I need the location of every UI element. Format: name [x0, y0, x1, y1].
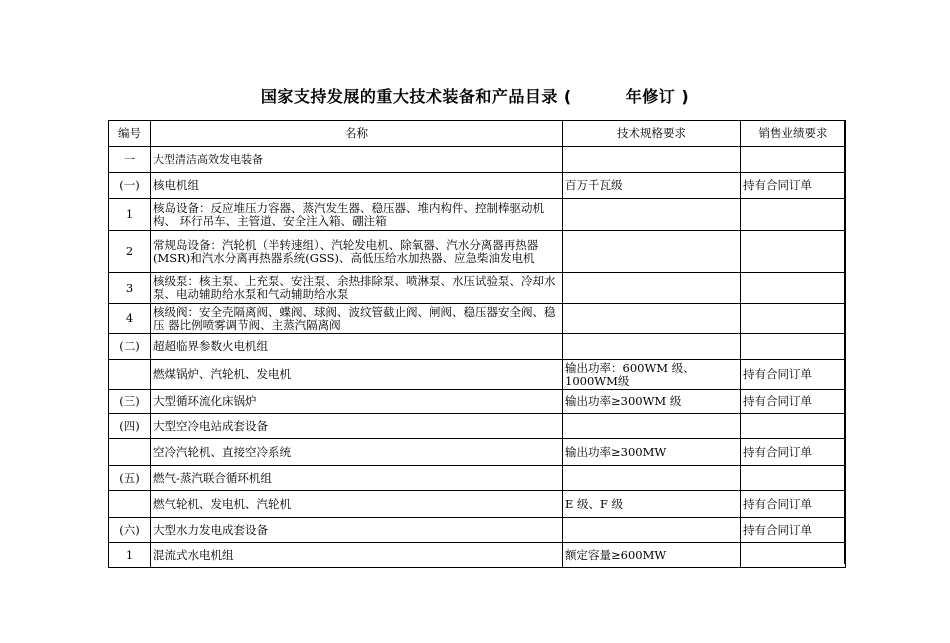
equipment-table [108, 120, 846, 568]
row-sales [741, 543, 846, 568]
table-row [109, 273, 846, 304]
row-name: 混流式水电机组 [151, 543, 563, 568]
row-number: 1 [109, 199, 151, 231]
header-sales: 销售业绩要求 [741, 121, 846, 147]
row-number: (五) [109, 466, 151, 491]
page-title [0, 84, 950, 107]
row-number: 4 [109, 304, 151, 334]
row-name: 大型空冷电站成套设备 [151, 414, 563, 439]
table-row [109, 543, 846, 568]
row-spec [563, 518, 741, 543]
row-name: 超超临界参数火电机组 [151, 334, 563, 360]
table-row [109, 518, 846, 543]
row-sales: 持有合同订单 [741, 173, 846, 199]
row-sales [741, 466, 846, 491]
table-row [109, 173, 846, 199]
row-spec [563, 334, 741, 360]
row-number [109, 360, 151, 390]
title-prefix: 国家支持发展的重大技术装备和产品目录 ( [260, 87, 572, 106]
row-spec [563, 273, 741, 304]
row-sales: 持有合同订单 [741, 518, 846, 543]
row-sales [741, 304, 846, 334]
row-number [109, 491, 151, 518]
table-row [109, 304, 846, 334]
row-sales [741, 334, 846, 360]
row-number: 2 [109, 231, 151, 273]
row-spec: E 级、F 级 [563, 491, 741, 518]
table-row [109, 466, 846, 491]
row-number: 3 [109, 273, 151, 304]
title-suffix: 年修订 ) [625, 87, 690, 106]
row-number: (三) [109, 390, 151, 414]
row-sales: 持有合同订单 [741, 390, 846, 414]
row-name: 燃气轮机、发电机、汽轮机 [151, 491, 563, 518]
row-name: 燃煤锅炉、汽轮机、发电机 [151, 360, 563, 390]
row-number: 一 [109, 147, 151, 173]
table-row [109, 334, 846, 360]
row-number [109, 439, 151, 466]
header-name: 名称 [151, 121, 563, 147]
row-sales [741, 414, 846, 439]
row-spec: 额定容量≥600MW [563, 543, 741, 568]
table-row [109, 439, 846, 466]
row-spec: 百万千瓦级 [563, 173, 741, 199]
row-name: 大型循环流化床锅炉 [151, 390, 563, 414]
row-name: 燃气-蒸汽联合循环机组 [151, 466, 563, 491]
row-spec [563, 304, 741, 334]
row-sales: 持有合同订单 [741, 439, 846, 466]
table-row [109, 231, 846, 273]
row-spec [563, 231, 741, 273]
row-name: 核级阀：安全壳隔离阀、蝶阀、球阀、波纹管截止阀、闸阀、稳压器安全阀、稳压 器比例喷雾调节阀、主蒸汽隔离阀 [151, 304, 563, 334]
table-row [109, 390, 846, 414]
row-spec [563, 466, 741, 491]
row-number: (六) [109, 518, 151, 543]
row-number: (二) [109, 334, 151, 360]
row-name: 大型清洁高效发电装备 [151, 147, 563, 173]
table-row [109, 147, 846, 173]
header-row [109, 121, 846, 147]
row-number: 1 [109, 543, 151, 568]
table-row [109, 491, 846, 518]
row-spec: 输出功率：600WM 级、1000WM级 [563, 360, 741, 390]
row-sales [741, 273, 846, 304]
row-spec [563, 414, 741, 439]
row-name: 核电机组 [151, 173, 563, 199]
row-spec [563, 199, 741, 231]
table-row [109, 199, 846, 231]
row-sales [741, 199, 846, 231]
table-row [109, 360, 846, 390]
table-right-edge [844, 120, 846, 564]
row-sales [741, 231, 846, 273]
row-spec: 输出功率≥300WM 级 [563, 390, 741, 414]
row-name: 大型水力发电成套设备 [151, 518, 563, 543]
row-name: 核级泵：核主泵、上充泵、安注泵、余热排除泵、喷淋泵、水压试验泵、冷却水泵、电动辅助给水泵和气动辅助给水泵 [151, 273, 563, 304]
row-number: (四) [109, 414, 151, 439]
header-number: 编号 [109, 121, 151, 147]
row-spec: 输出功率≥300MW [563, 439, 741, 466]
header-spec: 技术规格要求 [563, 121, 741, 147]
row-name: 核岛设备：反应堆压力容器、蒸汽发生器、稳压器、堆内构件、控制棒驱动机构、 环行吊车、主管道、安全注入箱、硼注箱 [151, 199, 563, 231]
row-sales [741, 147, 846, 173]
row-sales: 持有合同订单 [741, 491, 846, 518]
row-name: 常规岛设备：汽轮机（半转速组）、汽轮发电机、除氧器、汽水分离器再热器 (MSR)和汽水分离再热器系统(GSS)、高低压给水加热器、应急柴油发电机 [151, 231, 563, 273]
table-row [109, 414, 846, 439]
row-spec [563, 147, 741, 173]
row-number: (一) [109, 173, 151, 199]
row-name: 空冷汽轮机、直接空冷系统 [151, 439, 563, 466]
row-sales: 持有合同订单 [741, 360, 846, 390]
